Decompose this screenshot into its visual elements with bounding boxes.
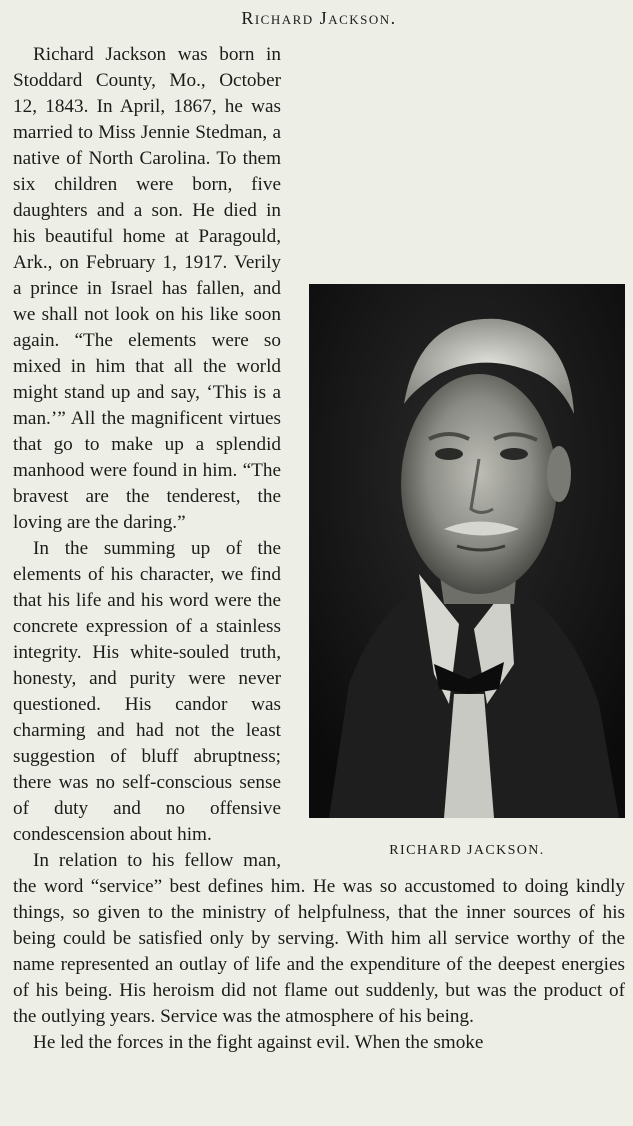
document-page (13, 8, 625, 1056)
article-body (13, 42, 625, 1056)
portrait-figure (295, 274, 625, 864)
paragraph-2: In the summing up of the elements of his character, we find that his life and his word were the concrete expression of a stainless integrity. His white-souled truth, honesty, and purity were never questioned. His candor was charming and had not the least suggestion of bluff abruptness; there was no self-conscious sense of duty and no offensive condescension about him. (13, 538, 281, 845)
portrait-image (309, 284, 625, 818)
paragraph-4: He led the forces in the fight against evil. When the smoke (33, 1032, 484, 1053)
article-title: Richard Jackson. (241, 8, 397, 28)
paragraph-3: In relation to his fellow man, the word “service” best defines him. He was so accustomed to doing kindly things, so given to the ministry of helpfulness, that the inner sources of his being could be satisfied only by serving. With him all service worthy of the name represented an outlay of life and the expenditure of the deepest energies of his being. His heroism did not flame out suddenly, but was the product of the outlying years. Service was the atmosphere of his being. (13, 850, 625, 1027)
paragraph-1: Richard Jackson was born in Stoddard County, Mo., October 12, 1843. In April, 1867, he was married to Miss Jennie Stedman, a native of North Carolina. To them six children were born, five daughters and a son. He died in his beautiful home at Paragould, Ark., on February 1, 1917. Verily a prince in Israel has fallen, and we shall not look on his like soon again. “The elements were so mixed in him that all the world might stand up and say, ‘This is a man.’” All the magnificent virtues that go to make up a splendid manhood were found in him. “The bravest are the tenderest, the loving are the daring.” (13, 44, 281, 533)
portrait-photo (309, 284, 625, 818)
figure-caption: RICHARD JACKSON. (389, 843, 545, 858)
